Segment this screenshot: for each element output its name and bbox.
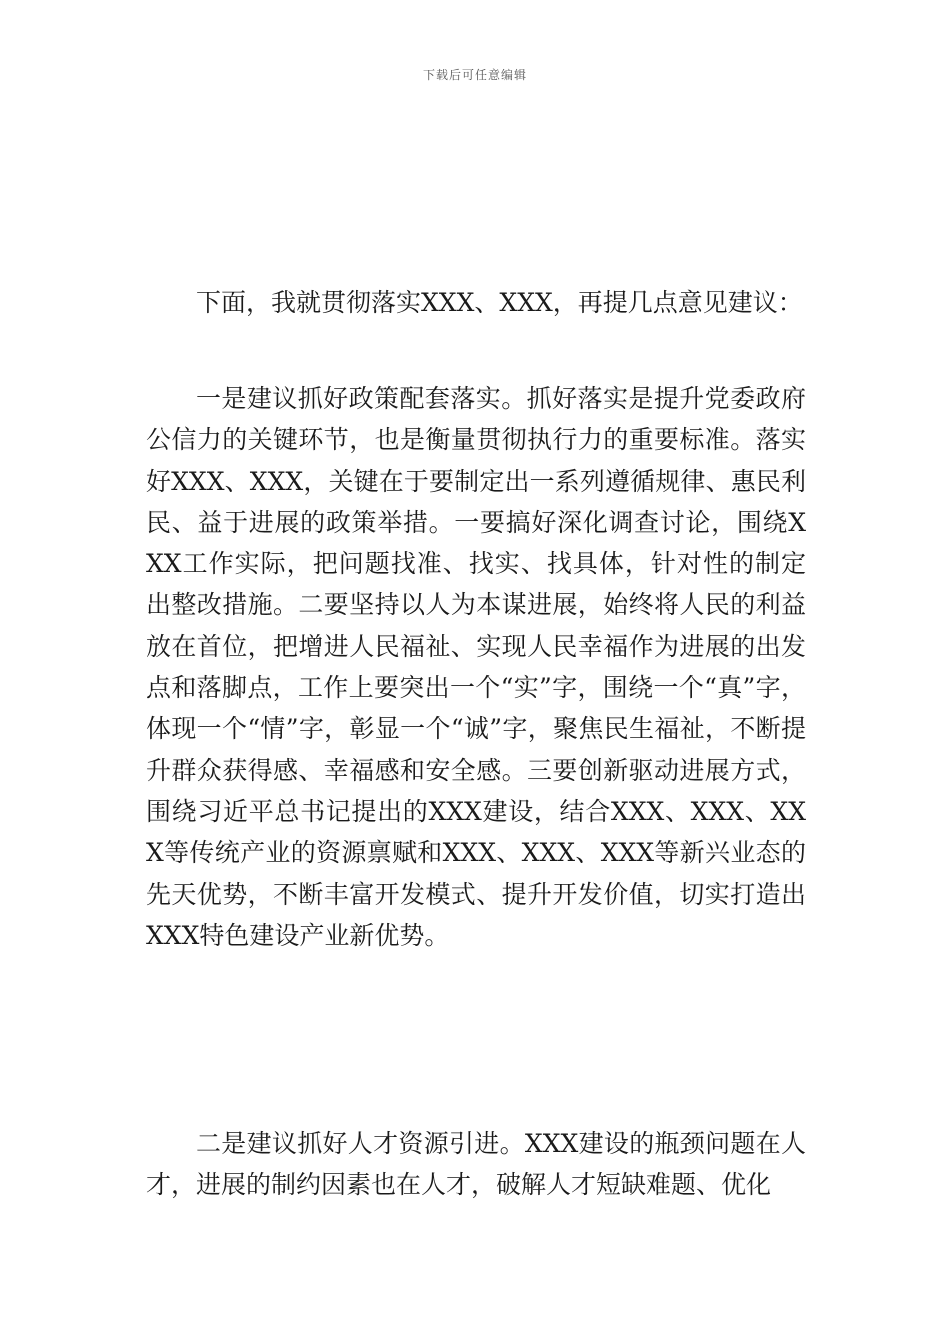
page-header-note: 下载后可任意编辑 xyxy=(422,68,527,82)
intro-paragraph: 下面，我就贯彻落实XXX、XXX，再提几点意见建议： xyxy=(196,288,803,317)
paragraph-talent: 二是建议抓好人才资源引进。XXX建设的瓶颈问题在人才，进展的制约因素也在人才，破解人才短缺难题、优化 xyxy=(146,1129,806,1200)
paragraph-policy: 一是建议抓好政策配套落实。抓好落实是提升党委政府公信力的关键环节，也是衡量贯彻执行力的重要标准。落实好XXX、XXX，关键在于要制定出一系列遵循规律、惠民利民、益于进展的政策举措。一要搞好深化调查讨论，围绕XXX工作实际，把问题找准、找实、找具体，针对性的制定出整改措施。二要坚持以人为本谋进展，始终将人民的利益放在首位，把增进人民福祉、实现人民幸福作为进展的出发点和落脚点，工作上要突出一个“实”字，围绕一个“真”字，体现一个“情”字，彰显一个“诚”字，聚焦民生福祉，不断提升群众获得感、幸福感和安全感。三要创新驱动进展方式，围绕习近平总书记提出的XXX建设，结合XXX、XXX、XXX等传统产业的资源禀赋和XXX、XXX、XXX等新兴业态的先天优势，不断丰富开发模式、提升开发价值，切实打造出XXX特色建设产业新优势。 xyxy=(146,384,806,950)
